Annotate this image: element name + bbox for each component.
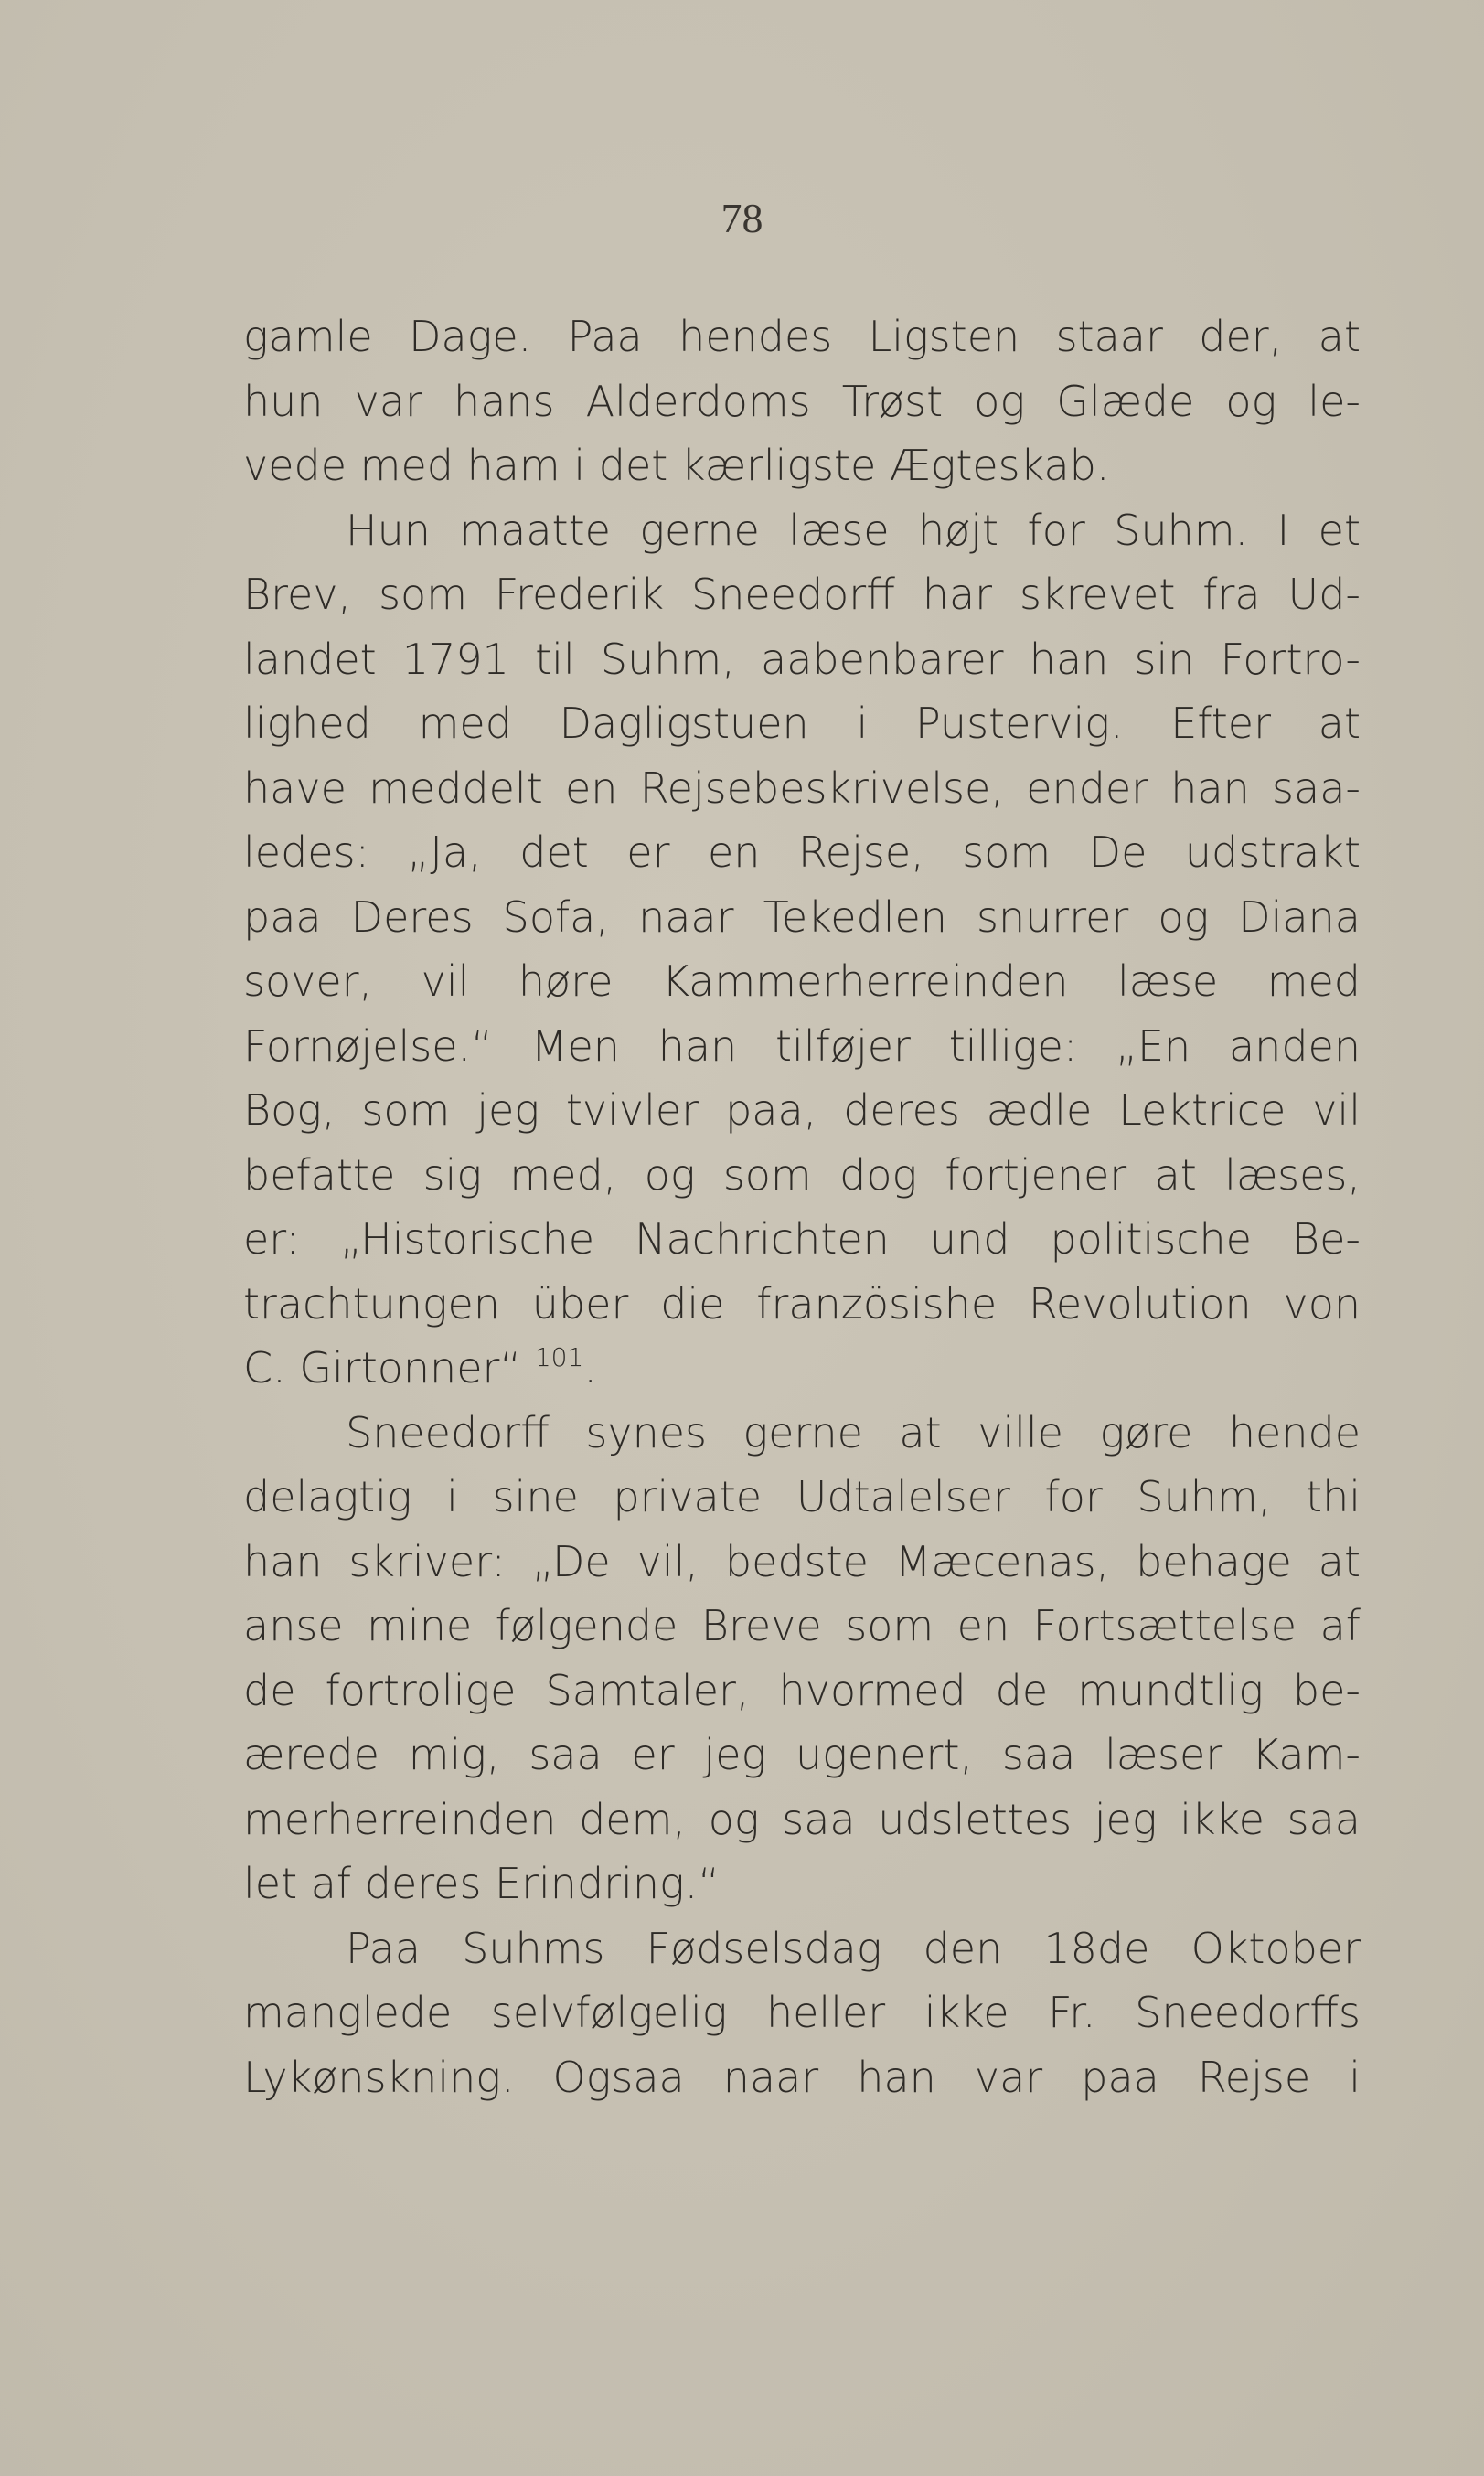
text-line-content: hun var hans Alderdoms Trøst og Glæde og le- [243, 376, 1361, 426]
footnote-reference: 101 [534, 1342, 584, 1372]
text-line-content: anse mine følgende Breve som en Fortsættelse af [243, 1601, 1361, 1650]
text-line [243, 1014, 1361, 1079]
text-line [243, 562, 1361, 627]
text-line-content: de fortrolige Samtaler, hvormed de mundtlig be- [243, 1665, 1361, 1715]
text-line [243, 1723, 1361, 1788]
text-line [243, 1594, 1361, 1659]
text-line [243, 1852, 1361, 1916]
text-line-content: vede med ham i det kærligste Ægteskab. [243, 441, 1110, 490]
text-line-content: sover, vil høre Kammerherreinden læse med [243, 956, 1361, 1006]
text-line-content: befatte sig med, og som dog fortjener at læses, [243, 1149, 1361, 1200]
text-line [243, 756, 1361, 821]
text-line [243, 1401, 1361, 1466]
text-line-content: ledes: „Ja, det er en Rejse, som De udstrakt [243, 827, 1361, 877]
trailing-punctuation: . [583, 1343, 597, 1393]
text-line-content: delagtig i sine private Udtalelser for Suhm, thi [243, 1472, 1361, 1521]
text-line-content: landet 1791 til Suhm, aabenbarer han sin Fortro- [243, 634, 1361, 684]
text-line-content: gamle Dage. Paa hendes Ligsten staar der, at [243, 312, 1361, 361]
text-line [243, 885, 1361, 950]
text-line [243, 304, 1361, 369]
text-line [243, 2045, 1361, 2110]
text-line [243, 433, 1361, 498]
text-line-content: Paa Suhms Fødselsdag den 18de Oktober [346, 1923, 1361, 1973]
text-line [243, 1465, 1361, 1530]
text-line [243, 1078, 1361, 1143]
text-line [243, 369, 1361, 434]
text-line [243, 627, 1361, 692]
text-line-content: Sneedorff synes gerne at ville gøre hende [346, 1407, 1361, 1457]
text-line [243, 1980, 1361, 2045]
text-line [243, 820, 1361, 885]
text-line-content: merherreinden dem, og saa udslettes jeg ikke saa [243, 1794, 1361, 1844]
text-line-content: Bog, som jeg tvivler paa, deres ædle Lektrice vil [243, 1085, 1361, 1135]
text-line [243, 1143, 1361, 1208]
text-line-content: C. Girtonner“ [243, 1343, 522, 1393]
text-line-content: trachtungen über die französishe Revolution von [243, 1278, 1361, 1329]
text-line-content: let af deres Erindring.“ [243, 1859, 721, 1908]
text-line-content: paa Deres Sofa, naar Tekedlen snurrer og Diana [243, 891, 1361, 942]
text-line [243, 691, 1361, 756]
text-line-content: Brev, som Frederik Sneedorff har skrevet fra Ud- [243, 570, 1361, 619]
text-line [243, 949, 1361, 1014]
text-line-content: manglede selvfølgelig heller ikke Fr. Sneedorffs [243, 1988, 1361, 2037]
text-line [243, 1272, 1361, 1337]
body-text [243, 304, 1361, 2109]
text-line [243, 1788, 1361, 1852]
text-line [243, 1916, 1361, 1981]
text-line-content: han skriver: „De vil, bedste Mæcenas, behage at [243, 1536, 1361, 1586]
text-line-content: er: „Historische Nachrichten und politische Be- [243, 1214, 1361, 1264]
text-line-content: have meddelt en Rejsebeskrivelse, ender han saa- [243, 763, 1361, 813]
text-line-content: Hun maatte gerne læse højt for Suhm. I et [346, 505, 1361, 555]
page-number: 78 [721, 195, 763, 241]
text-line [243, 1207, 1361, 1272]
text-line-content: lighed med Dagligstuen i Pustervig. Efter at [243, 699, 1361, 748]
text-line [243, 1336, 1361, 1401]
text-line [243, 1659, 1361, 1724]
text-line [243, 1530, 1361, 1595]
text-line [243, 498, 1361, 563]
text-line-content: ærede mig, saa er jeg ugenert, saa læser Kam- [243, 1730, 1361, 1779]
text-line-content: Lykønskning. Ogsaa naar han var paa Rejse i [243, 2052, 1361, 2102]
text-line-content: Fornøjelse.“ Men han tilføjer tillige: „En anden [243, 1020, 1361, 1071]
